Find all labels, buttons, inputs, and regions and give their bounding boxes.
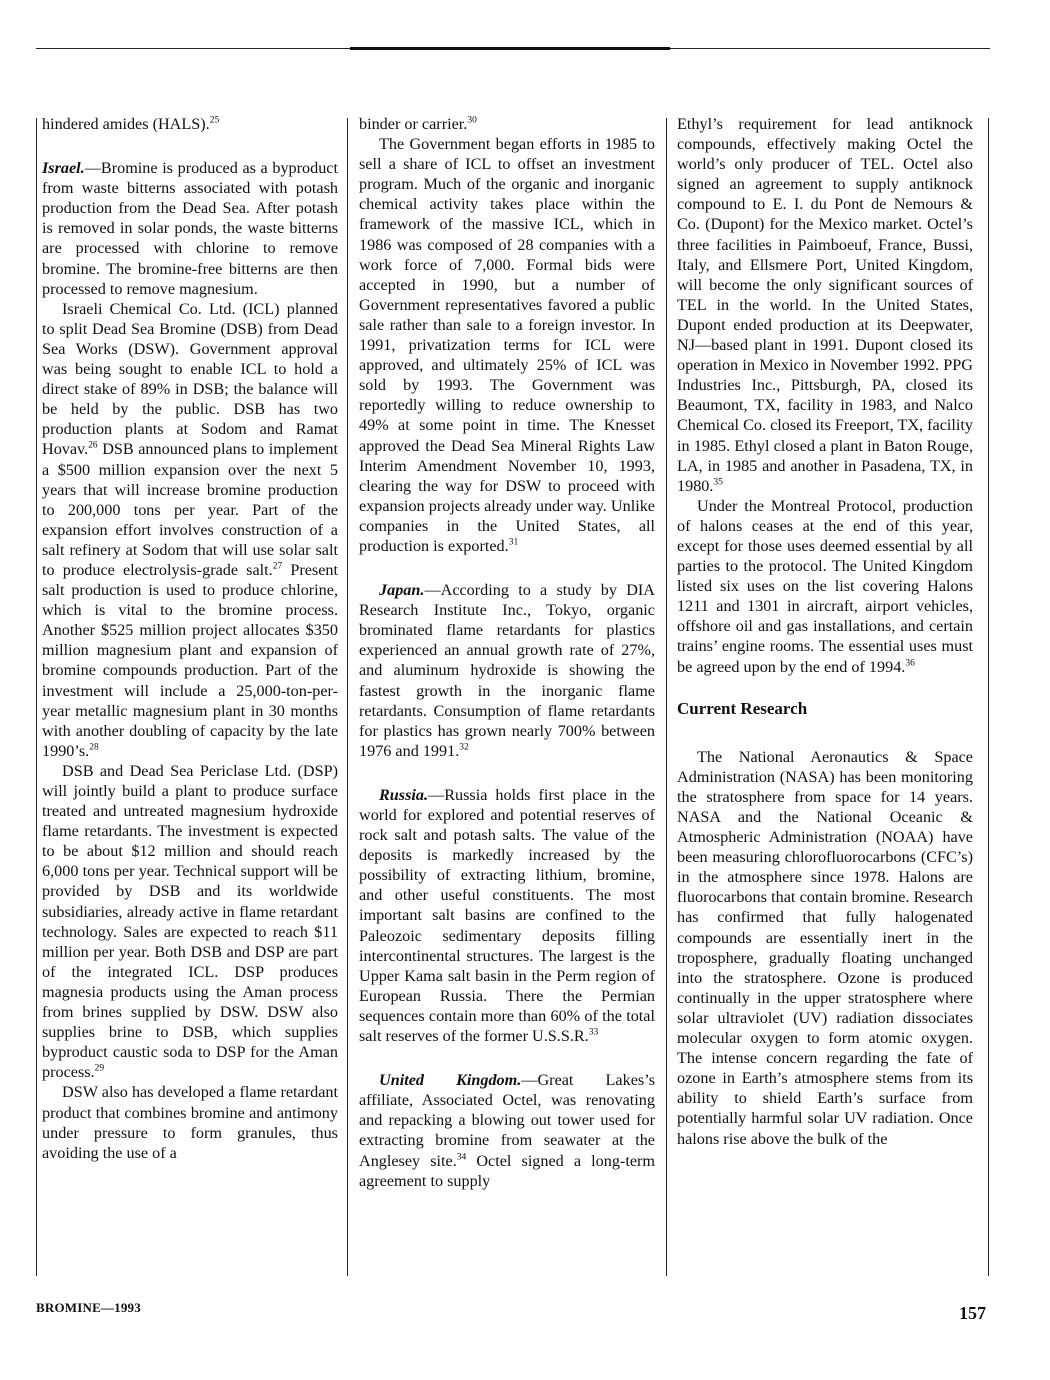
paragraph-icl: Israeli Chemical Co. Ltd. (ICL) planned to split Dead Sea Bromine (DSB) from Dead Sea Works (DSW). Government approval was being sought to enable ICL to hold a direct stake of 89% in DSB; the balance will be held by the public. DSB has two production plants at Sodom and Ramat Hovav.$^{26}$ DSB announced plans to implement a $500 million expansion over the next 5 years that will increase bromine production to 200,000 tons per year. Part of the expansion effort involves construction of a salt refinery at Sodom that will use solar salt to produce electrolysis-grade salt.$^{27}$ Present salt production is used to produce chlorine, which is vital to the bromine process. Another $525 million project allocates $350 million magnesium plant and expansion of bromine compounds production. Part of the investment will include a 25,000-ton-per-year metallic magnesium plant in 30 months with another doubling of capacity by the late 1990’s.$^{28}$: [42, 299, 339, 760]
footnote-ref: 35: [713, 477, 723, 488]
footnote-ref: 33: [588, 1027, 599, 1038]
paragraph-nasa: The National Aeronautics & Space Administration (NASA) has been monitoring the stratosphere from space for 14 years. NASA and the National Oceanic & Atmospheric Administration (NOAA) have been measuring chlorofluorocarbons (CFC’s) in the atmosphere since 1978. Halons are fluorocarbons that contain bromine. Research has confirmed that fully halogenated compounds are essentially inert in the troposphere, gradually floating unchanged into the stratosphere. Ozone is produced continually in the upper stratosphere where solar ultraviolet (UV) radiation dissociates molecular oxygen to form atomic oxygen. The intense concern regarding the fate of ozone in Earth’s atmosphere stems from its ability to shield Earth’s surface from potentially harmful solar UV radiation. Once halons rise above the bulk of the: [677, 747, 973, 1148]
footnote-ref: 32: [459, 742, 469, 753]
country-label-israel: Israel.: [42, 159, 85, 178]
paragraph-ethyl: Ethyl’s requirement for lead antiknock compounds, effectively making Octel the world’s only producer of TEL. Octel also signed an agreement to supply antiknock compound to E. I. du Pont de Nemours & Co. (Dupont) for the Mexico market. Octel’s three facilities in Paimboeuf, France, Bussi, Italy, and Ellsmere Port, United Kingdom, will become the only significant sources of TEL in the world. In the United States, Dupont ended production at its Deepwater, NJ—based plant in 1991. Dupont closed its operation in Mexico in November 1992. PPG Industries Inc., Pittsburgh, PA, closed its Beaumont, TX, facility in 1983, and Nalco Chemical Co. closed its Freeport, TX, facility in 1985. Ethyl closed a plant in Baton Rouge, LA, in 1985 and another in Pasadena, TX, in 1980.35: [677, 115, 973, 495]
footnote-ref: 28: [89, 742, 99, 753]
country-label-japan: Japan.: [379, 581, 425, 600]
column-rule-1-2: [347, 118, 348, 1276]
paragraph-binder: binder or carrier.$^{30}$: [359, 115, 477, 133]
column-rule-right: [988, 118, 989, 1276]
footnote-ref: 31: [508, 537, 519, 548]
paragraph-japan: Japan.—According to a study by DIA Research Institute Inc., Tokyo, organic brominated flame retardants for plastics experienced an annual growth rate of 27%, and aluminum hydroxide is showing the fastest growth in the inorganic flame retardants. Consumption of flame retardants for plastics has grown nearly 700% between 1976 and 1991.32: [359, 581, 655, 760]
column-1: [42, 114, 338, 1163]
column-rule-left: [36, 118, 37, 1276]
paragraph-uk: United Kingdom.—Great Lakes’s affiliate, Associated Octel, was renovating and repacking a blowing out tower used for extracting bromine from seawater at the Anglesey site.$^{34}$ Octel signed a long-term agreement to supply: [359, 1071, 655, 1190]
column-2: [359, 114, 655, 1191]
footnote-ref: 25: [209, 115, 220, 126]
top-rule-thick: [350, 47, 670, 50]
running-footer: BROMINE—1993: [36, 1300, 141, 1315]
paragraph-dsw: DSW also has developed a flame retardant product that combines bromine and antimony under pressure to form granules, thus avoiding the use of a: [42, 1083, 338, 1162]
footnote-ref: 26: [88, 441, 98, 452]
paragraph-montreal-protocol: Under the Montreal Protocol, production of halons ceases at the end of this year, except for those uses deemed essential by all parties to the protocol. The United Kingdom listed six uses on the list covering Halons 1211 and 1301 in aircraft, airport vehicles, offshore oil and gas installations, and certain trains’ engine rooms. The essential uses must be agreed upon by the end of 1994.36: [677, 496, 973, 676]
footnote-ref: 30: [467, 115, 477, 126]
section-heading-current-research: Current Research: [677, 698, 808, 718]
page-number: 157: [959, 1303, 986, 1323]
paragraph-government: The Government began efforts in 1985 to sell a share of ICL to offset an investment program. Much of the organic and inorganic chemical activity takes place within the framework of the massive ICL, which in 1986 was composed of 28 companies with a work force of 7,000. Formal bids were accepted in 1990, but a number of Government representatives favored a public sale rather than sale to a foreign investor. In 1991, privatization terms for ICL were approved, and ultimately 25% of ICL was sold by 1993. The Government was reportedly willing to reduce ownership to 49% at some point in time. The Knesset approved the Dead Sea Mineral Rights Law Interim Amendment November 10, 1993, clearing the way for DSW to proceed with expansion projects already under way. Unlike companies in the United States, all production is exported.$^{31}$: [359, 135, 655, 555]
paragraph-hals: hindered amides (HALS).$^{25}$: [42, 115, 220, 133]
footnote-ref: 27: [272, 561, 283, 572]
footnote-ref: 29: [94, 1063, 105, 1074]
column-3: [677, 114, 973, 1149]
paragraph-israel: Israel.—Bromine is produced as a byproduct from waste bitterns associated with potash production from the Dead Sea. After potash is removed in solar ponds, the waste bitterns are processed with chlorine to remove bromine. The bromine-free bitterns are then processed to remove magnesium.: [42, 159, 338, 298]
footnote-ref: 36: [905, 658, 915, 669]
paragraph-dsp: DSB and Dead Sea Periclase Ltd. (DSP) will jointly build a plant to produce surface treated and untreated magnesium hydroxide flame retardants. The investment is expected to be about $12 million and should reach 6,000 tons per year. Technical support will be provided by DSB and its worldwide subsidiaries, already active in flame retardant technology. Sales are expected to reach $11 million per year. Both DSB and DSP are part of the integrated ICL. DSP produces magnesia products using the Aman process from brines supplied by DSW. DSW also supplies brine to DSB, which supplies byproduct caustic soda to DSP for the Aman process.$^{29}$: [42, 761, 338, 1082]
country-label-uk: United Kingdom.: [379, 1071, 522, 1090]
paragraph-russia: Russia.—Russia holds first place in the world for explored and potential reserves of rock salt and potash salts. The value of the deposits is markedly increased by the possibility of extracting lithium, bromine, and other useful constituents. The most important salt basins are confined to the Paleozoic sedimentary deposits filling intercontinental structures. The largest is the Upper Kama salt basin in the Perm region of European Russia. There the Permian sequences contain more than 60% of the total salt reserves of the former U.S.S.R.$^{33}$: [359, 785, 655, 1046]
column-rule-2-3: [666, 118, 667, 1276]
country-label-russia: Russia.: [379, 785, 429, 804]
footnote-ref: 34: [456, 1152, 467, 1163]
